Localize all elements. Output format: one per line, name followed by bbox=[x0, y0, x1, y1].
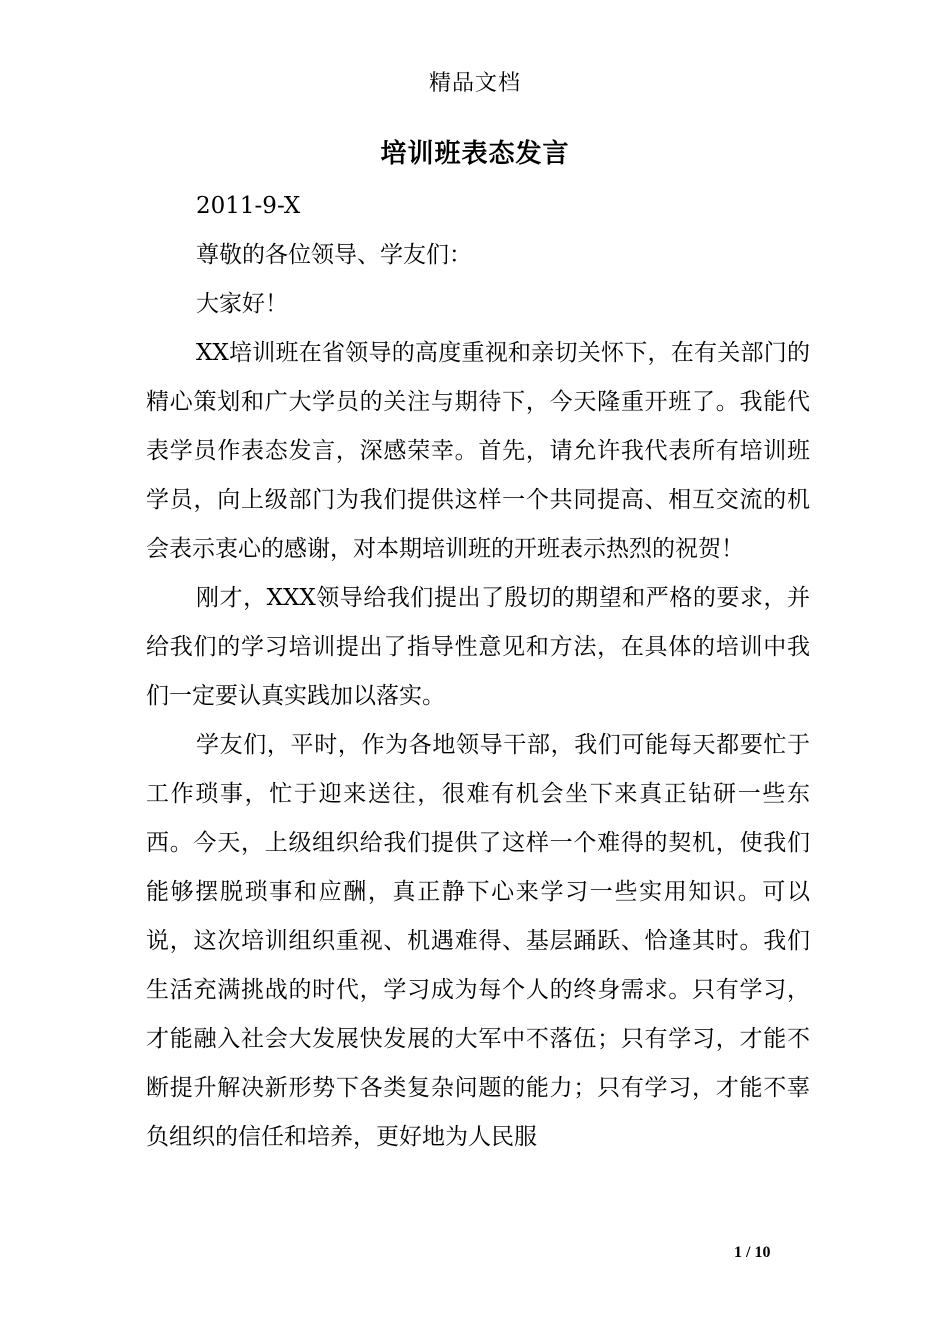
paragraph-3: 学友们，平时，作为各地领导干部，我们可能每天都要忙于工作琐事，忙于迎来送往，很难有机会坐下来真正钻研一些东西。今天，上级组织给我们提供了这样一个难得的契机，使我们能够摆脱琐事和应酬，真正静下心来学习一些实用知识。可以说，这次培训组织重视、机遇难得、基层踊跃、恰逢其时。我们生活充满挑战的时代，学习成为每个人的终身需求。只有学习，才能融入社会大发展快发展的大军中不落伍；只有学习，才能不断提升解决新形势下各类复杂问题的能力；只有学习，才能不辜负组织的信任和培养，更好地为人民服 bbox=[146, 732, 810, 1150]
paragraph-2: 刚才，XXX领导给我们提出了殷切的期望和严格的要求，并给我们的学习培训提出了指导性意见和方法，在具体的培训中我们一定要认真实践加以落实。 bbox=[146, 585, 810, 709]
date-line: 2011-9-X bbox=[196, 193, 301, 219]
salutation: 尊敬的各位领导、学友们： bbox=[196, 242, 472, 268]
document-body bbox=[146, 182, 810, 1162]
paragraph-1: XX培训班在省领导的高度重视和亲切关怀下，在有关部门的精心策划和广大学员的关注与期待下，今天隆重开班了。我能代表学员作表态发言，深感荣幸。首先，请允许我代表所有培训班学员，向上级部门为我们提供这样一个共同提高、相互交流的机会表示衷心的感谢，对本期培训班的开班表示热烈的祝贺！ bbox=[146, 340, 810, 562]
page-header: 精品文档 bbox=[428, 71, 521, 96]
greeting: 大家好！ bbox=[196, 291, 288, 317]
document-title: 培训班表态发言 bbox=[380, 139, 570, 169]
page-number: 1 / 10 bbox=[734, 1244, 771, 1261]
